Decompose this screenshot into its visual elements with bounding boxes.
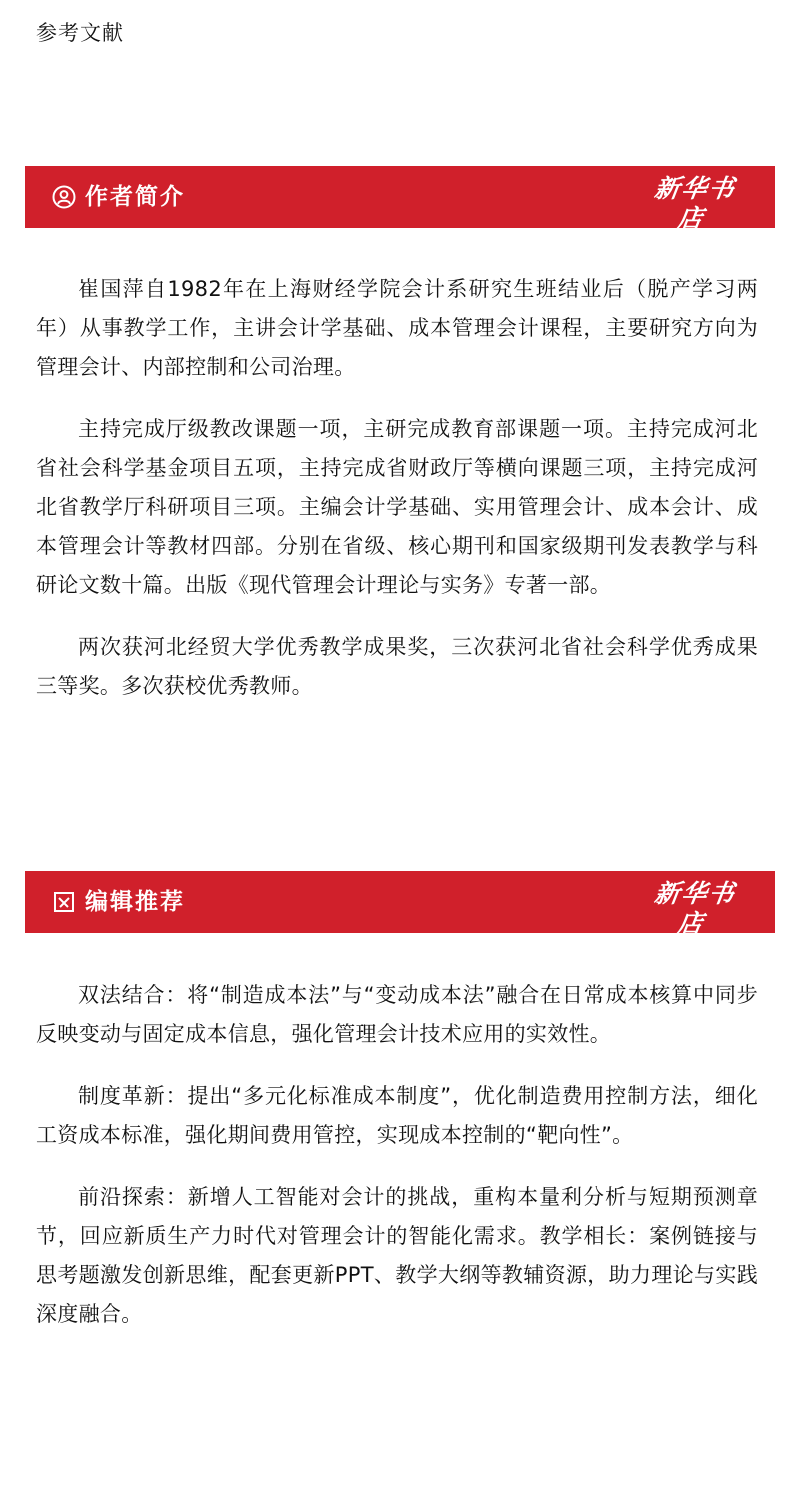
- recommend-paragraph: 双法结合：将“制造成本法”与“变动成本法”融合在日常成本核算中同步反映变动与固定成本信息，强化管理会计技术应用的实效性。: [36, 983, 758, 1046]
- brand-name-en: XINHUA BOOKSTORE: [641, 939, 748, 948]
- editor-section-banner: [25, 871, 775, 948]
- xinhua-bookstore-logo: [641, 174, 748, 243]
- recommend-paragraph: 制度革新：提出“多元化标准成本制度”，优化制造费用控制方法，细化工资成本标准，强化期间费用管控，实现成本控制的“靶向性”。: [36, 1084, 758, 1147]
- person-circle-icon: [52, 185, 76, 209]
- editor-section-title: 编辑推荐: [85, 889, 185, 915]
- author-section-banner: [25, 166, 775, 243]
- recommend-box-icon: [52, 890, 76, 914]
- references-heading: 参考文献: [36, 21, 124, 45]
- author-paragraph: 两次获河北经贸大学优秀教学成果奖，三次获河北省社会科学优秀成果三等奖。多次获校优秀教师。: [36, 635, 758, 698]
- author-section-title: 作者简介: [85, 184, 185, 210]
- author-bio: [36, 270, 758, 706]
- author-paragraph: 主持完成厅级教改课题一项，主研完成教育部课题一项。主持完成河北省社会科学基金项目五项，主持完成省财政厅等横向课题三项，主持完成河北省教学厅科研项目三项。主编会计学基础、实用管理会计、成本会计、成本管理会计等教材四部。分别在省级、核心期刊和国家级期刊发表教学与科研论文数十篇。出版《现代管理会计理论与实务》专著一部。: [36, 417, 758, 597]
- brand-name-en: XINHUA BOOKSTORE: [641, 234, 748, 243]
- xinhua-bookstore-logo: [641, 879, 748, 948]
- editor-recommendation: [36, 976, 758, 1334]
- recommend-paragraph: 前沿探索：新增人工智能对会计的挑战，重构本量利分析与短期预测章节，回应新质生产力时代对管理会计的智能化需求。教学相长：案例链接与思考题激发创新思维，配套更新PPT、教学大纲等教辅资源，助力理论与实践深度融合。: [36, 1185, 758, 1326]
- brand-name-cn: 新华书店: [652, 174, 738, 233]
- author-paragraph: 崔国萍自1982年在上海财经学院会计系研究生班结业后（脱产学习两年）从事教学工作，主讲会计学基础、成本管理会计课程，主要研究方向为管理会计、内部控制和公司治理。: [36, 277, 758, 379]
- brand-name-cn: 新华书店: [652, 879, 738, 938]
